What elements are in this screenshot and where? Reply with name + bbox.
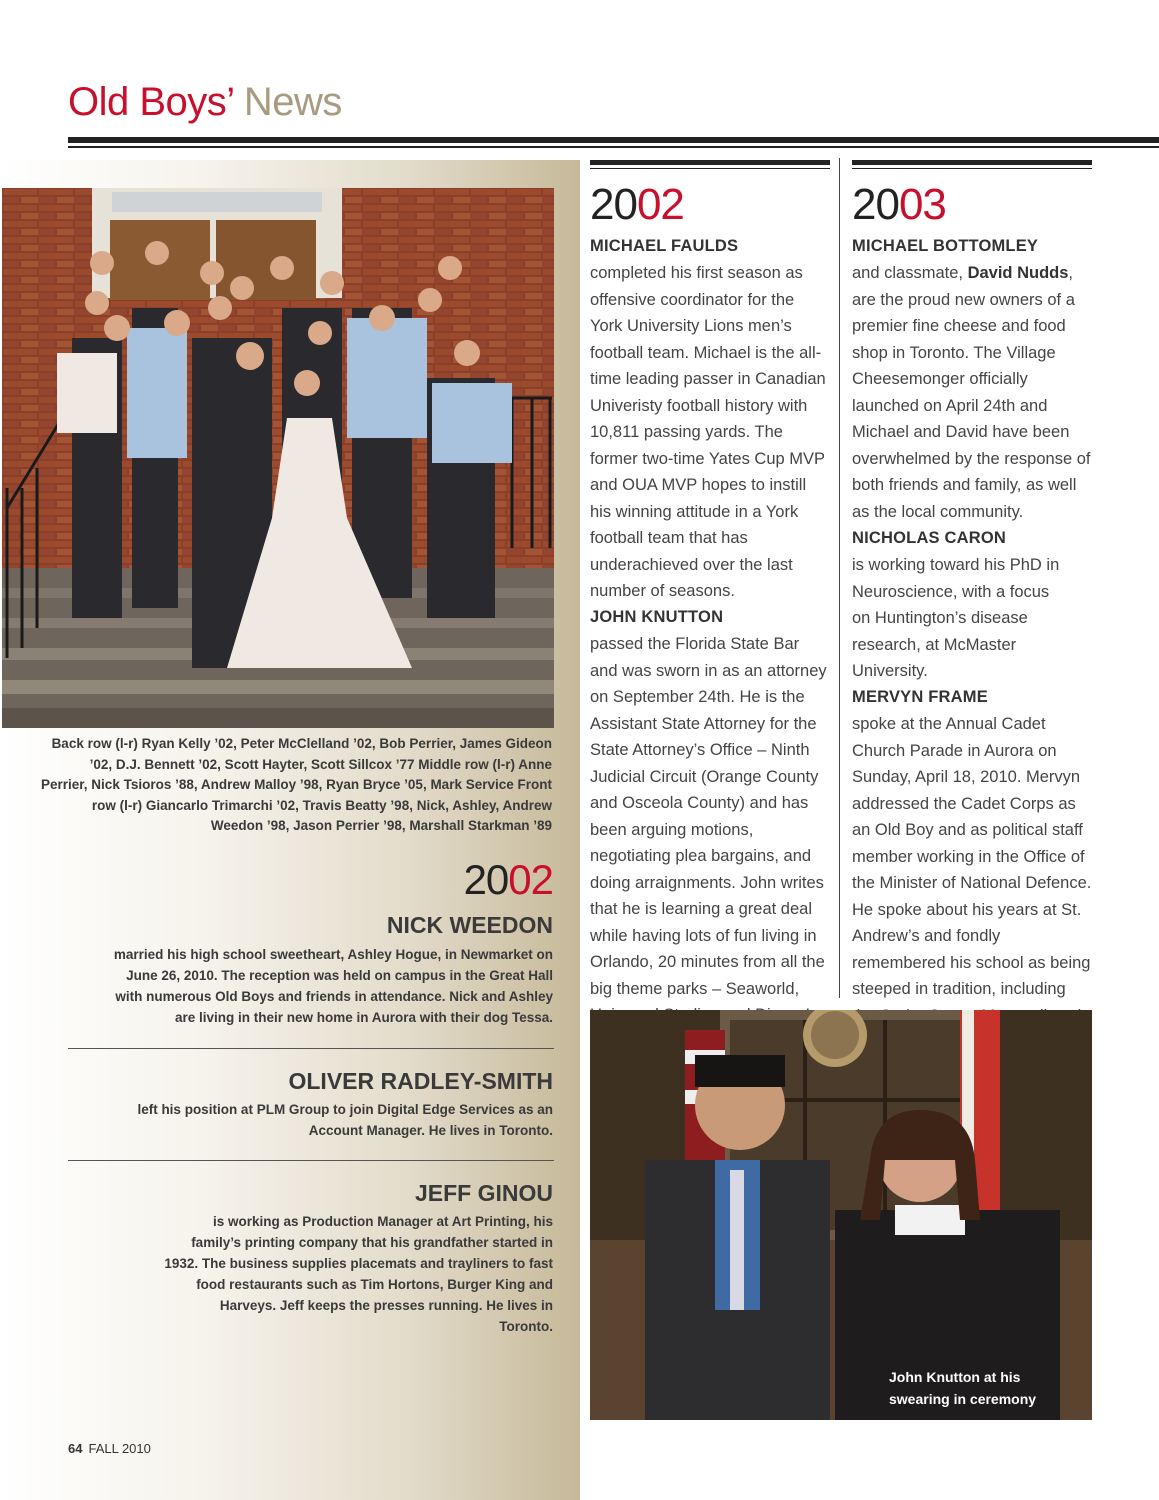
column-rule-thin [852,168,1092,169]
year-heading-2003 [852,180,946,230]
entry-name: MERVYN FRAME [852,688,988,706]
classmate-name: David Nudds [967,264,1069,282]
entry-text: spoke at the Annual Cadet Church Parade in Aurora on Sunday, April 18, 2010. Mervyn addressed the Cadet Corps as an Old Boy and as political staff member working in the Office of the Minister of National Defence. He spoke about his years at St. Andrew’s and fondly remembered his school as being steeped in tradition, including [852,715,1092,998]
entry-name: NICHOLAS CARON [852,529,1007,547]
year-heading-2002 [590,180,684,230]
year-prefix: 20 [852,180,899,229]
entry-name: MICHAEL FAULDS [590,237,739,255]
page-footer [68,1441,151,1456]
year-suffix: 02 [636,180,684,229]
caption-line: John Knutton at his [889,1369,1021,1385]
entry-text: left his position at PLM Group to join Digital Edge Services as an Account Manager. He lives in Toronto. [137,1102,553,1138]
entry-name: JOHN KNUTTON [590,608,724,626]
entry-name: NICK WEEDON [386,912,553,938]
wedding-photo-caption: Back row (l-r) Ryan Kelly ’02, Peter McClelland ’02, Bob Perrier, James Gideon ’02, D.J. Bennett ’02, Scott Hayter, Scott Sillcox ’77 Middle row (l-r) Anne Perrier, Nick Tsioros ’88, Andrew Malloy ’98, Ryan Bryce ’05, Mark Service Front row (l-r) Giancarlo Trimarchi ’02, Travis Beatty ’98, Nick, Ashley, Andrew Weedon ’98, Jason Perrier ’98, Marshall Starkman ’89 [41,736,552,833]
column-rule [590,160,830,165]
column-rule-thin [590,168,830,169]
entry-name: MICHAEL BOTTOMLEY [852,237,1039,255]
title-old-boys: Old Boys’ [68,80,234,124]
issue-label: FALL 2010 [88,1441,151,1456]
header-rule [68,137,1159,143]
column-rule [852,160,1092,165]
entry-text-part: , are the proud new owners of a premier fine cheese and food shop in Toronto. The Village Cheesemonger officially launched on April 24th and Michael and David have been overwhelmed by the response of both friends and family, as well as the local community. [852,264,1091,521]
entry-text: passed the Florida State Bar and was sworn in as an attorney on September 24th. He is the Assistant State Attorney for the State Attorney’s Office – Ninth Judicial Circuit (Orange County and Osceola County) and has been arguing motions, negotiating plea bargains, and doing arraignments. John writes that he is learning a great deal while having lots of fun living in Orlando, 20 minutes from all the big theme parks – Seaworld, [590,635,827,998]
year-suffix: 03 [898,180,946,229]
section-divider [68,1160,554,1161]
entry-text: married his high school sweetheart, Ashley Hogue, in Newmarket on June 26, 2010. The reception was held on campus in the Great Hall with numerous Old Boys and friends in attendance. Nick and Ashley are living in their new home in Aurora with their dog Tessa. [113,947,553,1025]
column-divider [839,158,840,998]
year-prefix: 20 [590,180,637,229]
entry-text [852,260,1092,525]
year-prefix: 20 [463,856,509,903]
page-title [68,80,342,125]
wedding-group-photo [2,188,554,728]
title-news: News [243,80,342,124]
page-number: 64 [68,1441,83,1456]
entry-text: is working toward his PhD in Neuroscience, with a focus on Huntington’s disease research, at McMaster University. [852,556,1060,680]
court-photo-caption [889,1366,1036,1410]
entry-name: JEFF GINOU [414,1180,553,1206]
header-rule-thin [68,146,1159,148]
caption-line: swearing in ceremony [889,1391,1037,1407]
year-suffix: 02 [508,856,553,903]
year-heading-2002-left [464,856,553,904]
entry-name: OLIVER RADLEY-SMITH [288,1068,553,1094]
swearing-in-photo [590,1010,1092,1420]
entry-text-part: and classmate, [852,264,968,282]
entry-text: is working as Production Manager at Art Printing, his family’s printing company that his grandfather started in 1932. The business supplies placemats and trayliners to fast food restaurants such as Tim Hortons, Burger King and Harveys. Jeff keeps the presses running. He lives in Toronto. [164,1214,553,1334]
section-divider [68,1048,554,1049]
entry-text: completed his first season as offensive coordinator for the York University Lions men’s football team. Michael is the all-time leading passer in Canadian Univeristy football history with 10,811 passing yards. The former two-time Yates Cup MVP and OUA MVP hopes to instill his winning attitude in a York football team that has underachieved over the last number of seasons. [590,264,826,600]
